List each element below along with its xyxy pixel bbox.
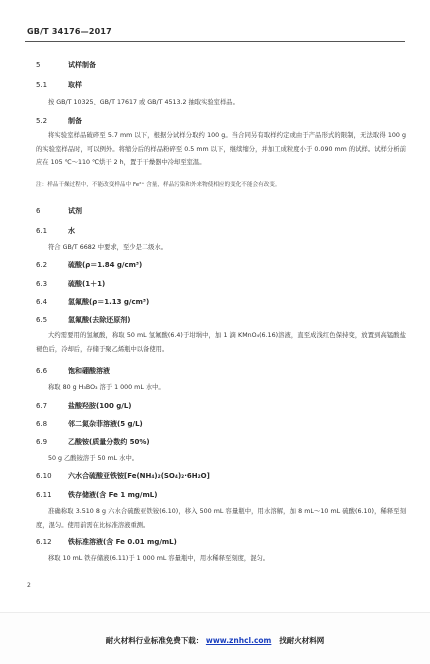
section-title: 乙酸铵(质量分数约 50%) [68,438,150,446]
page-number: 2 [27,582,31,589]
section-number: 6.10 [36,472,52,480]
section-number: 6.4 [36,298,48,306]
section-6-10-heading [36,471,210,481]
section-title: 氢氟酸(ρ＝1.13 g/cm³) [68,298,150,306]
section-6-1-body: 符合 GB/T 6682 中要求，至少是二级水。 [48,244,168,251]
section-number: 5.1 [36,81,48,89]
section-title: 铁标准溶液(含 Fe 0.01 mg/mL) [68,538,177,546]
section-5-2-body: 将实验室样品破碎至 5.7 mm 以下，根据分试样分取约 100 g。当合同另有取样约定或由于产品形式的限制，无法取得 100 g 的实验室样品时，可以例外。将缩分后的样品粉碎至 0.5 mm 以下，继续缩分，并加工成粒度小于 0.090 mm 的试样。试样分析前应在 105 ℃～110 ℃烘干 2 h，置于干燥器中冷却至室温。 [36,132,406,166]
section-number: 6.9 [36,438,48,446]
section-title: 取样 [68,81,82,89]
section-number: 5 [36,61,41,69]
section-number: 6.2 [36,261,48,269]
section-6-1-heading [36,226,75,236]
section-6-heading [36,206,82,216]
footer-banner [0,612,430,664]
section-number: 6.1 [36,227,48,235]
footer-link[interactable]: www.znhcl.com [205,636,272,645]
section-title: 六水合硫酸亚铁铵[Fe(NH₄)₂(SO₄)₂·6H₂O] [68,472,210,480]
section-number: 6.6 [36,367,48,375]
section-5-2-heading [36,116,82,126]
section-6-4-heading [36,297,149,307]
section-number: 5.2 [36,117,48,125]
section-6-11-heading [36,490,157,500]
section-number: 6.12 [36,538,52,546]
section-title: 氢氟酸(去除还原剂) [68,316,131,324]
section-title: 邻二氮杂菲溶液(5 g/L) [68,420,143,428]
section-6-2-heading [36,260,142,270]
section-6-12-heading [36,537,177,547]
section-title: 试剂 [68,207,82,215]
section-title: 水 [68,227,75,235]
section-6-9-body: 50 g 乙酸铵溶于 50 mL 水中。 [48,455,139,462]
section-6-6-heading [36,366,110,376]
section-6-5-heading [36,315,130,325]
section-number: 6.7 [36,402,48,410]
section-6-12-body: 移取 10 mL 铁存储液(6.11)于 1 000 mL 容量瓶中，用水稀释至刻度，混匀。 [48,555,270,562]
header-rule [25,41,405,42]
footer-suffix: 找耐火材料网 [279,636,325,645]
section-title: 硫酸(ρ＝1.84 g/cm³) [68,261,143,269]
section-5-1-body: 按 GB/T 10325、GB/T 17617 或 GB/T 4513.2 抽取实验室样品。 [48,99,239,106]
section-5-2-note: 注：样品干燥过程中，不能改变样品中 Fe²⁺ 含量，样品污染和外来物使相应的变化不能会有改变。 [36,182,281,188]
section-title: 制备 [68,117,82,125]
section-title: 盐酸羟胺(100 g/L) [68,402,132,410]
section-5-1-heading [36,80,82,90]
section-title: 饱和硼酸溶液 [68,367,110,375]
section-6-7-heading [36,401,131,411]
section-number: 6.3 [36,280,48,288]
section-5-heading [36,60,96,70]
section-6-6-body: 称取 80 g H₃BO₃ 溶于 1 000 mL 水中。 [48,384,165,391]
section-6-11-body: 准确称取 3.510 8 g 六水合硫酸亚铁铵(6.10)，移入 500 mL 容量瓶中，用水溶解，加 8 mL～10 mL 硫酸(6.10)，稀释至刻度，混匀。使用前需在比标准溶液重测。 [36,508,406,529]
section-title: 硫酸(1＋1) [68,280,106,288]
standard-code: GB/T 34176—2017 [27,27,112,36]
section-number: 6.11 [36,491,52,499]
footer-prefix: 耐火材料行业标准免费下载： [105,636,204,645]
section-number: 6.5 [36,316,48,324]
section-6-3-heading [36,279,105,289]
section-number: 6.8 [36,420,48,428]
section-number: 6 [36,207,41,215]
section-title: 试样制备 [68,61,96,69]
section-title: 铁存储液(含 Fe 1 mg/mL) [68,491,158,499]
footer-text [0,635,430,646]
section-6-8-heading [36,419,143,429]
section-6-9-heading [36,437,150,447]
section-6-5-body: 大约需要用的氢氟酸，称取 50 mL 氢氟酸(6.4)于坩埚中，加 1 滴 KMnO₄(6.16)溶液，直至成浅红色保持变，放置到高锰酸盐褪色后，冷却后，存储于聚乙烯瓶中以备使用。 [36,332,406,353]
